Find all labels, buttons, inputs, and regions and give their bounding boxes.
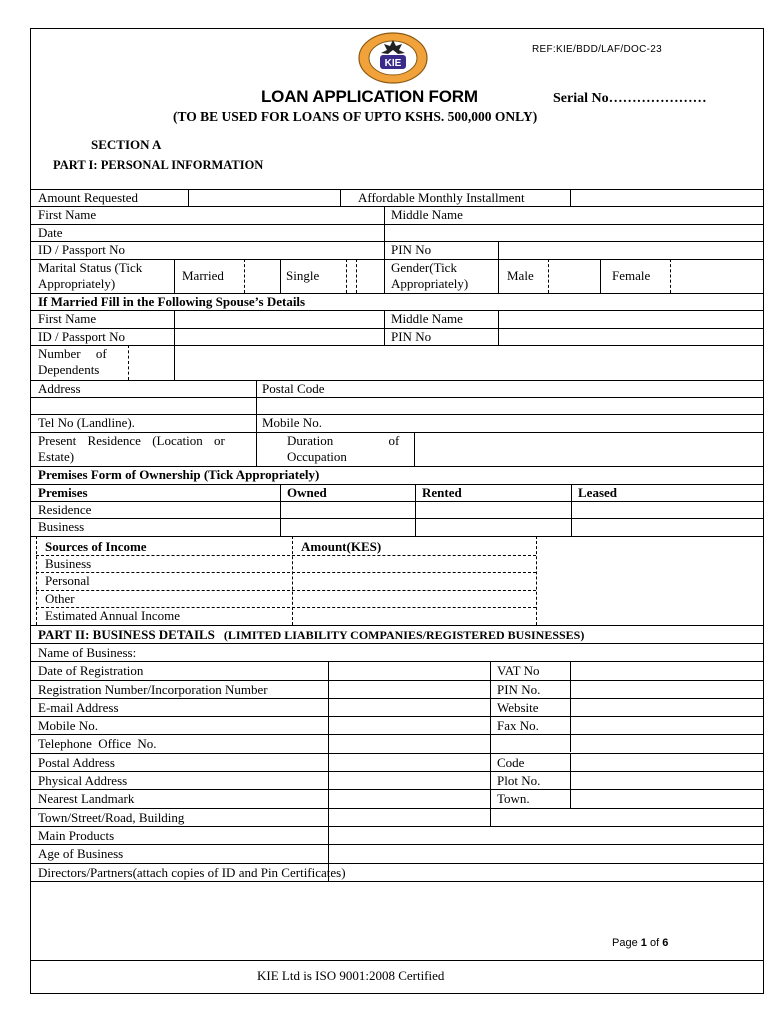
income-amount-header: Amount(KES)	[301, 539, 382, 554]
premises-col-header: Premises	[38, 485, 88, 500]
address-label: Address	[38, 381, 81, 396]
middle-name-label: Middle Name	[391, 207, 463, 222]
income-row: Estimated Annual Income	[45, 608, 181, 623]
id-passport-label: ID / Passport No	[38, 242, 126, 257]
amount-requested-label: Amount Requested	[38, 190, 139, 205]
income-row: Personal	[45, 573, 90, 588]
affordable-installment-label: Affordable Monthly Installment	[358, 190, 525, 205]
mobile-label: Mobile No.	[262, 415, 322, 430]
business-name-label: Name of Business:	[38, 645, 137, 660]
reference-code: REF:KIE/BDD/LAF/DOC-23	[532, 44, 662, 55]
certification-footer: KIE Ltd is ISO 9001:2008 Certified	[257, 968, 445, 983]
male-option[interactable]: Male	[507, 268, 534, 283]
rented-col-header: Rented	[422, 485, 462, 500]
nearest-landmark-label: Nearest Landmark	[38, 791, 135, 806]
page-of: of	[649, 937, 660, 949]
registration-date-label: Date of Registration	[38, 663, 144, 678]
business-pin-label: PIN No.	[497, 682, 541, 697]
female-option[interactable]: Female	[612, 268, 651, 283]
business-mobile-label: Mobile No.	[38, 718, 98, 733]
residence-label-1: Present Residence (Location or	[38, 433, 225, 448]
postal-code-label: Postal Code	[262, 381, 325, 396]
age-of-business-label: Age of Business	[38, 846, 124, 861]
directors-label: Directors/Partners(attach copies of ID and Pin Certificates)	[38, 865, 346, 880]
married-option[interactable]: Married	[182, 268, 224, 283]
page-label: Page	[612, 937, 638, 949]
premises-residence-row: Residence	[38, 502, 92, 517]
pin-label: PIN No	[391, 242, 432, 257]
income-sources-header: Sources of Income	[45, 539, 147, 554]
fax-label: Fax No.	[497, 718, 539, 733]
tel-landline-label: Tel No (Landline).	[38, 415, 135, 430]
duration-label-2: Occupation	[287, 449, 347, 464]
kie-logo	[358, 32, 428, 84]
spouse-heading: If Married Fill in the Following Spouse’s Details	[38, 294, 306, 309]
logo-text: KIE	[384, 58, 402, 69]
leased-col-header: Leased	[578, 485, 617, 500]
page-total: 6	[662, 937, 669, 949]
gender-label-1: Gender(Tick	[391, 260, 457, 275]
postal-address-label: Postal Address	[38, 755, 115, 770]
dependents-label-1: Number of	[38, 346, 107, 361]
dependents-label-2: Dependents	[38, 362, 100, 377]
road-building-label: Town/Street/Road, Building	[38, 810, 185, 825]
town-label: Town.	[497, 791, 530, 806]
marital-status-label-2: Appropriately)	[38, 276, 116, 291]
part2-title: PART II: BUSINESS DETAILS	[38, 627, 215, 642]
registration-number-label: Registration Number/Incorporation Number	[38, 682, 268, 697]
physical-address-label: Physical Address	[38, 773, 128, 788]
spouse-first-name-label: First Name	[38, 311, 97, 326]
marital-status-label-1: Marital Status (Tick	[38, 260, 143, 275]
plot-label: Plot No.	[497, 773, 541, 788]
code-label: Code	[497, 755, 525, 770]
gender-label-2: Appropriately)	[391, 276, 469, 291]
owned-col-header: Owned	[287, 485, 327, 500]
part2-heading	[38, 627, 584, 643]
date-label: Date	[38, 225, 63, 240]
income-row: Business	[45, 556, 92, 571]
form-subtitle: (TO BE USED FOR LOANS OF UPTO KSHS. 500,000 ONLY)	[173, 109, 538, 124]
main-products-label: Main Products	[38, 828, 115, 843]
website-label: Website	[497, 700, 539, 715]
telephone-office-label: Telephone Office No.	[38, 736, 157, 751]
form-title: LOAN APPLICATION FORM	[261, 87, 478, 106]
part2-note: (LIMITED LIABILITY COMPANIES/REGISTERED BUSINESSES)	[223, 628, 585, 642]
income-row: Other	[45, 591, 75, 606]
page-number	[612, 937, 668, 949]
premises-business-row: Business	[38, 519, 85, 534]
serial-number: Serial No…………………	[553, 91, 707, 106]
spouse-id-label: ID / Passport No	[38, 329, 126, 344]
vat-label: VAT No	[497, 663, 540, 678]
single-option[interactable]: Single	[286, 268, 320, 283]
duration-label-1: Duration of	[287, 433, 400, 448]
page-current: 1	[640, 937, 647, 949]
first-name-label: First Name	[38, 207, 97, 222]
spouse-pin-label: PIN No	[391, 329, 432, 344]
part1-heading: PART I: PERSONAL INFORMATION	[53, 158, 264, 172]
premises-heading: Premises Form of Ownership (Tick Appropriately)	[38, 467, 320, 482]
spouse-middle-name-label: Middle Name	[391, 311, 463, 326]
email-label: E-mail Address	[38, 700, 119, 715]
section-heading: SECTION A	[91, 137, 162, 152]
residence-label-2: Estate)	[38, 449, 75, 464]
